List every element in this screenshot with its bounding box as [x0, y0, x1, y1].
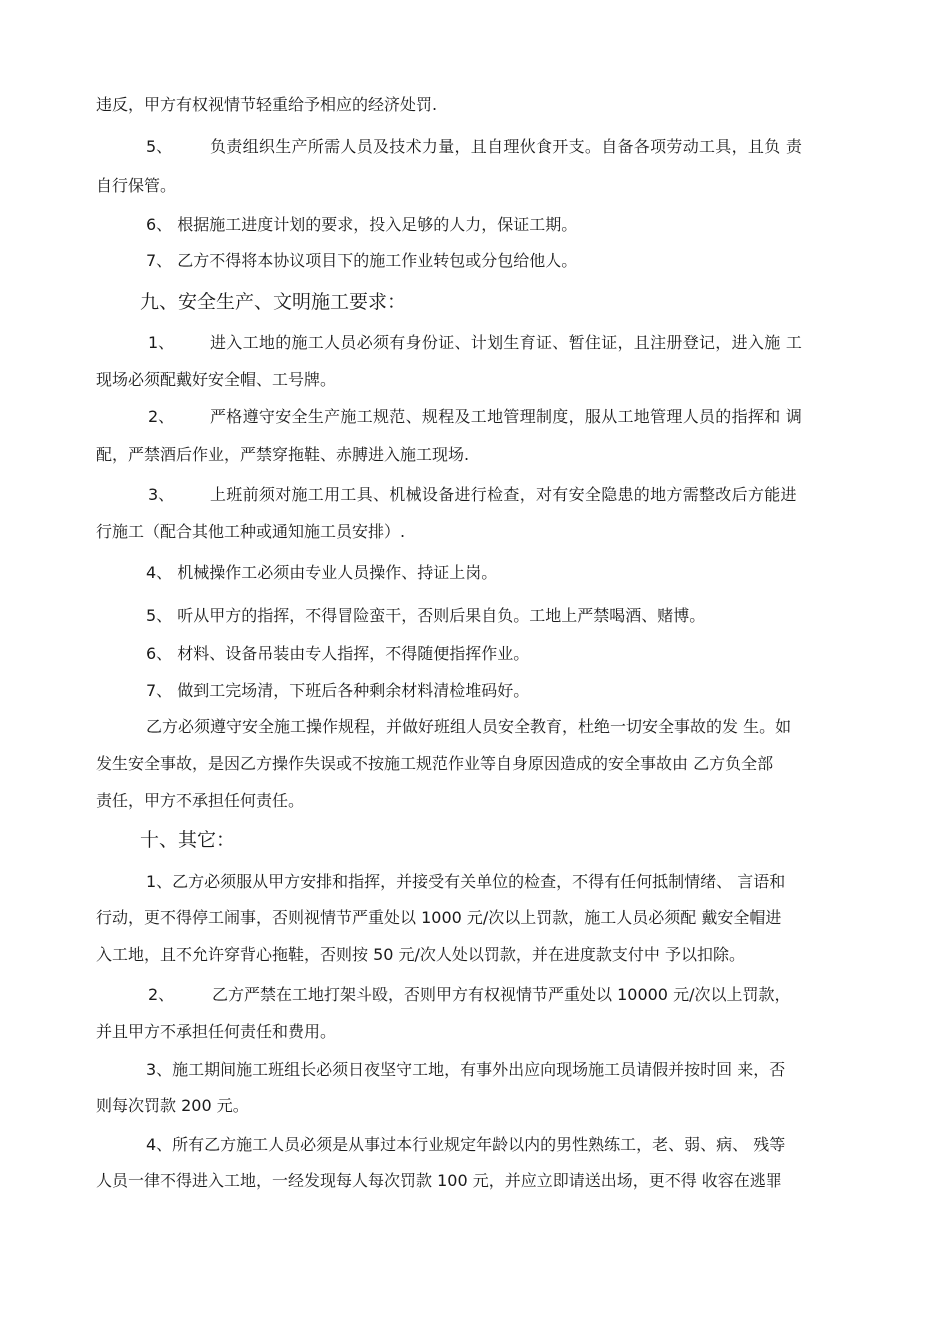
- item-number: 5、: [146, 137, 173, 156]
- text-line: 配，严禁酒后作业，严禁穿拖鞋、赤膊进入施工现场.: [96, 445, 470, 464]
- text-line: 则每次罚款 200 元。: [96, 1096, 249, 1115]
- text-line: 现场必须配戴好安全帽、工号牌。: [96, 370, 337, 389]
- text-line: 行动，更不得停工闹事，否则视情节严重处以 1000 元/次以上罚款，施工人员必须配 戴安全帽进: [96, 908, 782, 927]
- text-line: 并且甲方不承担任何责任和费用。: [96, 1022, 337, 1041]
- item-number: 1、: [148, 333, 175, 352]
- text-line: 3、施工期间施工班组长必须日夜坚守工地，有事外出应向现场施工员请假并按时回 来，否: [146, 1060, 786, 1079]
- text-line: 人员一律不得进入工地，一经发现每人每次罚款 100 元，并应立即请送出场，更不得 收容在逃罪: [96, 1171, 782, 1190]
- text-line: 1、乙方必须服从甲方安排和指挥，并接受有关单位的检查，不得有任何抵制情绪、 言语和: [146, 872, 786, 891]
- text-line: 入工地，且不允许穿背心拖鞋，否则按 50 元/次人处以罚款，并在进度款支付中 予以扣除。: [96, 945, 746, 964]
- text-line: 乙方必须遵守安全施工操作规程，并做好班组人员安全教育，杜绝一切安全事故的发 生。如: [146, 717, 792, 736]
- text-line: 乙方严禁在工地打架斗殴，否则甲方有权视情节严重处以 10000 元/次以上罚款，: [212, 985, 791, 1004]
- text-line: 行施工（配合其他工种或通知施工员安排）.: [96, 522, 406, 541]
- text-line: 自行保管。: [96, 176, 177, 195]
- text-line: 严格遵守安全生产施工规范、规程及工地管理制度，服从工地管理人员的指挥和 调: [210, 407, 803, 426]
- text-line: 6、 根据施工进度计划的要求，投入足够的人力，保证工期。: [146, 215, 578, 234]
- text-line: 4、所有乙方施工人员必须是从事过本行业规定年龄以内的男性熟练工，老、弱、病、 残等: [146, 1135, 786, 1154]
- text-line: 负责组织生产所需人员及技术力量，且自理伙食开支。自备各项劳动工具，且负 责: [210, 137, 803, 156]
- item-number: 2、: [148, 407, 175, 426]
- text-line: 7、 乙方不得将本协议项目下的施工作业转包或分包给他人。: [146, 251, 578, 270]
- text-line: 进入工地的施工人员必须有身份证、计划生育证、暂住证，且注册登记，进入施 工: [210, 333, 803, 352]
- item-number: 2、: [148, 985, 175, 1004]
- text-line: 责任，甲方不承担任何责任。: [96, 791, 305, 810]
- item-number: 3、: [148, 485, 175, 504]
- text-line: 7、 做到工完场清，下班后各种剩余材料清检堆码好。: [146, 681, 530, 700]
- heading-text: 九、安全生产、文明施工要求：: [140, 291, 407, 313]
- text-line: 4、 机械操作工必须由专业人员操作、持证上岗。: [146, 563, 498, 582]
- text-line: 上班前须对施工用工具、机械设备进行检查，对有安全隐患的地方需整改后方能进: [210, 485, 797, 504]
- heading-text: 十、其它：: [140, 829, 236, 851]
- text-line: 违反，甲方有权视情节轻重给予相应的经济处罚.: [96, 95, 438, 114]
- text-line: 5、 听从甲方的指挥，不得冒险蛮干，否则后果自负。工地上严禁喝酒、赌博。: [146, 606, 706, 625]
- text-line: 发生安全事故，是因乙方操作失误或不按施工规范作业等自身原因造成的安全事故由 乙方负全部: [96, 754, 774, 773]
- text-line: 6、 材料、设备吊装由专人指挥，不得随便指挥作业。: [146, 644, 530, 663]
